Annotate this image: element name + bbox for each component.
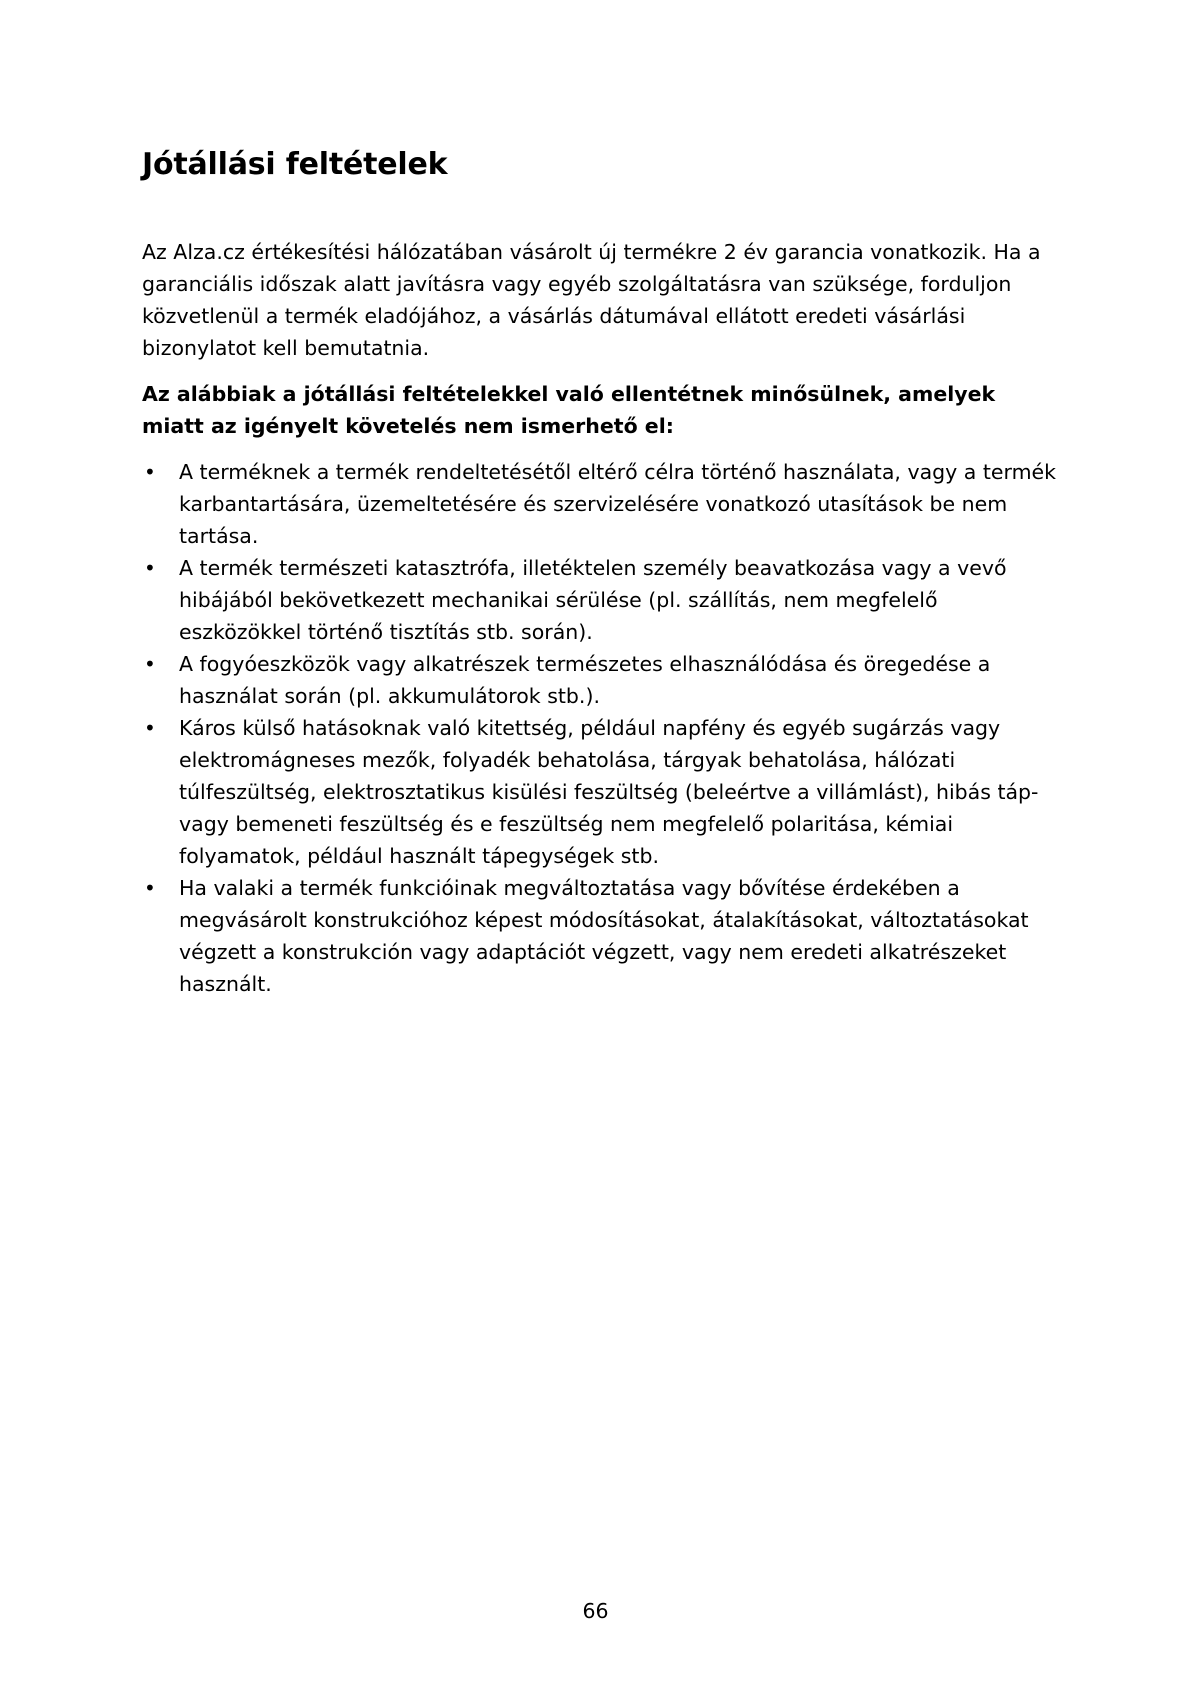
list-item (142, 648, 1062, 712)
list-item (142, 456, 1062, 552)
page-title: Jótállási feltételek (142, 147, 448, 182)
bullet-icon: • (144, 556, 156, 580)
list-item-text: A fogyóeszközök vagy alkatrészek természetes elhasználódása és öregedése a használat során (pl. akkumulátorok stb.). (179, 652, 991, 708)
exclusions-heading: Az alábbiak a jótállási feltételekkel való ellentétnek minősülnek, amelyek miatt az igényelt követelés nem ismerhető el: (142, 382, 996, 438)
list-item (142, 712, 1062, 872)
list-item (142, 552, 1062, 648)
document-body (142, 236, 1062, 1000)
exclusions-list (142, 456, 1062, 1000)
list-item-text: Ha valaki a termék funkcióinak megváltoztatása vagy bővítése érdekében a megvásárolt konstrukcióhoz képest módosításokat, átalakításokat, változtatásokat végzett a konstrukción vagy adaptációt végzett, vagy nem eredeti alkatrészeket használt. (179, 876, 1029, 996)
bullet-icon: • (144, 716, 156, 740)
page-number: 66 (582, 1599, 609, 1623)
intro-paragraph: Az Alza.cz értékesítési hálózatában vásárolt új termékre 2 év garancia vonatkozik. Ha a garanciális időszak alatt javításra vagy egyéb szolgáltatásra van szüksége, forduljon közvetlenül a termék eladójához, a vásárlás dátumával ellátott eredeti vásárlási bizonylatot kell bemutatnia. (142, 240, 1041, 360)
list-item (142, 872, 1062, 1000)
list-item-text: A terméknek a termék rendeltetésétől eltérő célra történő használata, vagy a termék karbantartására, üzemeltetésére és szervizelésére vonatkozó utasítások be nem tartása. (179, 460, 1057, 548)
bullet-icon: • (144, 460, 156, 484)
bullet-icon: • (144, 652, 156, 676)
bullet-icon: • (144, 876, 156, 900)
list-item-text: Káros külső hatásoknak való kitettség, például napfény és egyéb sugárzás vagy elektromágneses mezők, folyadék behatolása, tárgyak behatolása, hálózati túlfeszültség, elektrosztatikus kisülési feszültség (beleértve a villámlást), hibás táp- vagy bemeneti feszültség és e feszültség nem megfelelő polaritása, kémiai folyamatok, például használt tápegységek stb. (179, 716, 1039, 868)
list-item-text: A termék természeti katasztrófa, illetéktelen személy beavatkozása vagy a vevő hibájából bekövetkezett mechanikai sérülése (pl. szállítás, nem megfelelő eszközökkel történő tisztítás stb. során). (179, 556, 1007, 644)
